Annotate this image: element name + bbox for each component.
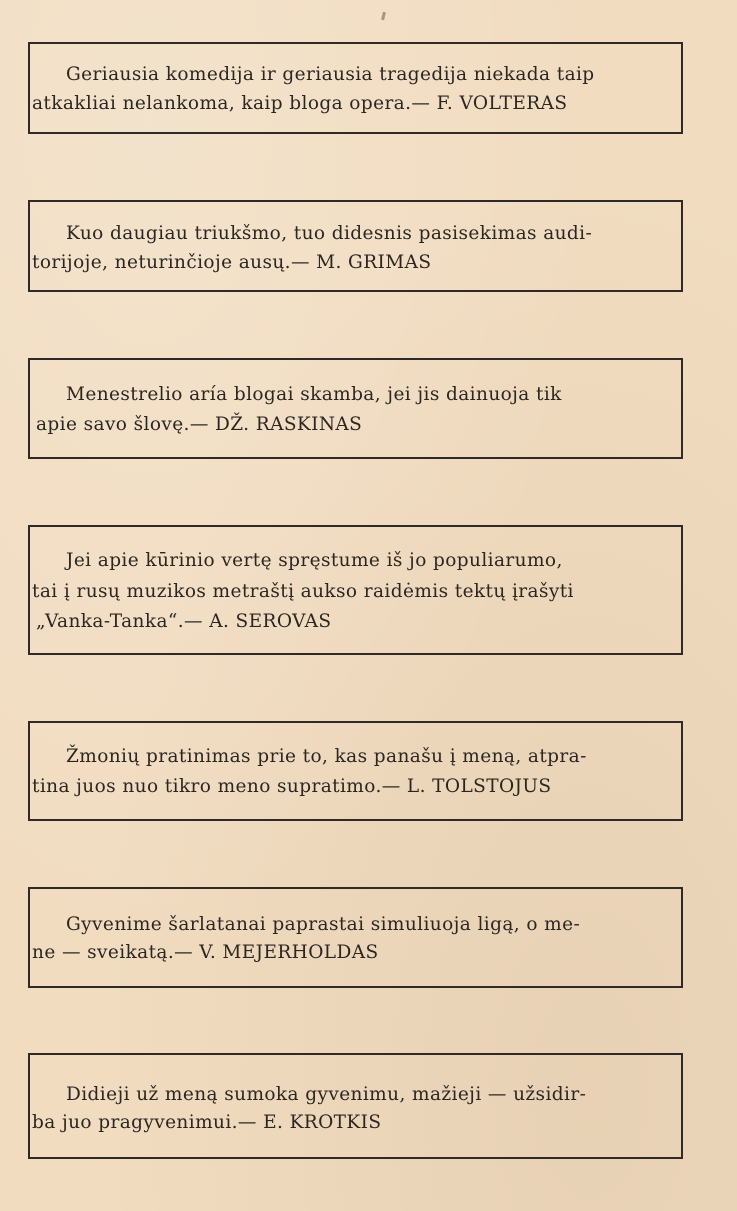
quote-box xyxy=(28,42,683,134)
quote-line: „Vanka-Tanka“.— A. SEROVAS xyxy=(36,611,332,632)
quote-line: Kuo daugiau triukšmo, tuo didesnis pasisekimas audi- xyxy=(66,223,593,244)
quote-box xyxy=(28,525,683,655)
page-top-mark xyxy=(381,12,386,20)
quote-line: torijoje, neturinčioje ausų.— M. GRIMAS xyxy=(32,252,432,273)
quote-box xyxy=(28,358,683,459)
quote-box xyxy=(28,1053,683,1159)
quote-line: apie savo šlovę.— DŽ. RASKINAS xyxy=(36,414,363,435)
quote-line: ba juo pragyvenimui.— E. KROTKIS xyxy=(32,1112,382,1133)
quote-line: Geriausia komedija ir geriausia tragedija niekada taip xyxy=(66,64,595,85)
quote-line: tai į rusų muzikos metraštį aukso raidėmis tektų įrašyti xyxy=(32,581,574,602)
quote-line: Žmonių pratinimas prie to, kas panašu į meną, atpra- xyxy=(66,746,587,767)
quote-line: Menestrelio aría blogai skamba, jei jis dainuoja tik xyxy=(66,384,562,405)
quote-line: Gyvenime šarlatanai paprastai simuliuoja ligą, o me- xyxy=(66,914,581,935)
quote-line: ne — sveikatą.— V. MEJERHOLDAS xyxy=(32,942,379,963)
quote-line: Jei apie kūrinio vertę spręstume iš jo populiarumo, xyxy=(66,550,563,571)
quote-line: tina juos nuo tikro meno supratimo.— L. TOLSTOJUS xyxy=(32,776,552,797)
quote-box xyxy=(28,721,683,821)
quote-box xyxy=(28,200,683,292)
quote-line: atkakliai nelankoma, kaip bloga opera.— F. VOLTERAS xyxy=(32,93,568,114)
quote-line: Didieji už meną sumoka gyvenimu, mažieji — užsidir- xyxy=(66,1084,587,1105)
quote-box xyxy=(28,887,683,988)
